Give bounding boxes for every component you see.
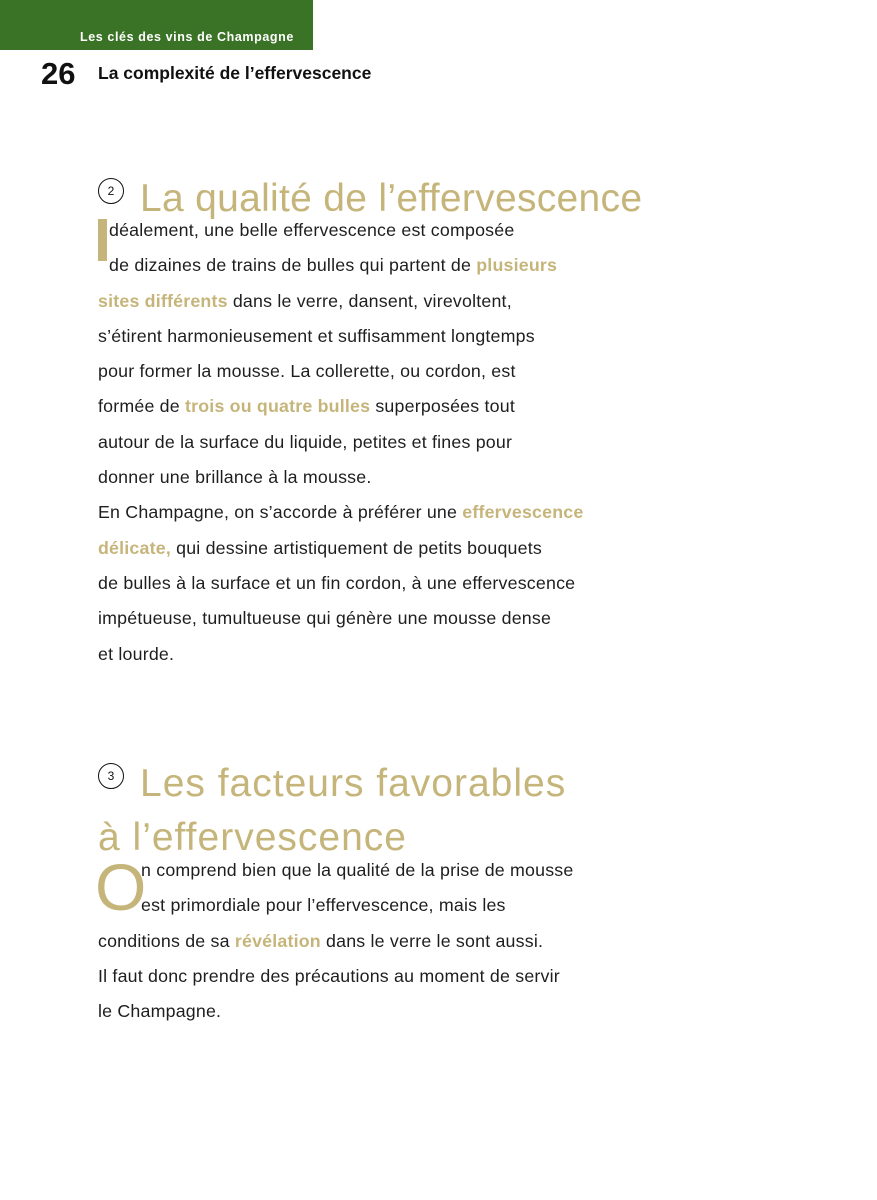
- highlighted-term: délicate,: [98, 537, 171, 558]
- text-line: [98, 319, 658, 354]
- text-line: [98, 637, 658, 672]
- text-run: de dizaines de trains de bulles qui partent de: [109, 255, 477, 276]
- text-line: [98, 389, 658, 424]
- text-run: formée de: [98, 396, 185, 417]
- section-body: [95, 850, 658, 1029]
- text-line: [98, 959, 658, 994]
- text-line: [98, 425, 658, 460]
- text-run: est primordiale pour l’effervescence, mais les: [141, 895, 506, 916]
- text-line: [98, 566, 658, 601]
- text-run: pour former la mousse. La collerette, ou cordon, est: [98, 361, 516, 382]
- text-line: [98, 924, 658, 959]
- text-run: et lourde.: [98, 643, 175, 664]
- section-title: La qualité de l’effervescence: [140, 177, 643, 220]
- page-number: 26: [41, 56, 76, 91]
- text-line: [98, 460, 658, 495]
- text-run: n comprend bien que la qualité de la prise de mousse: [141, 860, 574, 880]
- highlighted-term: révélation: [234, 930, 321, 951]
- section-number-badge: 3: [98, 763, 124, 789]
- text-run: déalement, une belle effervescence est composée: [109, 220, 515, 240]
- highlighted-term: sites différents: [98, 290, 228, 311]
- text-line: [98, 213, 658, 248]
- section-title: [98, 757, 658, 865]
- text-line: [98, 531, 658, 566]
- text-run: dans le verre, dansent, virevoltent,: [227, 290, 512, 311]
- text-line: [98, 601, 658, 636]
- dropcap-letter: O: [95, 850, 147, 924]
- text-line: [98, 248, 658, 283]
- text-run: donner une brillance à la mousse.: [98, 467, 372, 488]
- section-heading: [98, 757, 658, 865]
- section-body: [98, 213, 658, 672]
- section-number-badge: 2: [98, 178, 124, 204]
- text-run: qui dessine artistiquement de petits bouquets: [170, 537, 542, 558]
- text-run: de bulles à la surface et un fin cordon, à une effervescence: [98, 572, 576, 593]
- text-run: le Champagne.: [98, 1001, 222, 1022]
- section-quality: [98, 172, 658, 672]
- text-run: superposées tout: [370, 396, 515, 417]
- section-factors: [95, 757, 658, 1029]
- section-title-line1: Les facteurs favorables: [140, 762, 567, 805]
- text-line: [98, 495, 658, 530]
- text-line: [98, 354, 658, 389]
- text-run: conditions de sa: [98, 930, 235, 951]
- text-line: [98, 284, 658, 319]
- chapter-title: La complexité de l’effervescence: [98, 63, 372, 83]
- section-title-line2: à l’effervescence: [98, 816, 407, 859]
- text-run: s’étirent harmonieusement et suffisamment longtemps: [98, 325, 535, 346]
- book-title: Les clés des vins de Champagne: [80, 30, 294, 44]
- highlighted-term: effervescence: [462, 502, 584, 523]
- text-run: impétueuse, tumultueuse qui génère une mousse dense: [98, 608, 552, 629]
- highlighted-term: plusieurs: [476, 255, 558, 276]
- text-run: dans le verre le sont aussi.: [320, 930, 544, 951]
- text-run: En Champagne, on s’accorde à préférer une: [98, 502, 463, 523]
- text-run: Il faut donc prendre des précautions au moment de servir: [98, 965, 560, 986]
- text-run: autour de la surface du liquide, petites et fines pour: [98, 431, 513, 452]
- highlighted-term: trois ou quatre bulles: [185, 396, 371, 417]
- text-line: [98, 888, 658, 923]
- text-line: [98, 994, 658, 1029]
